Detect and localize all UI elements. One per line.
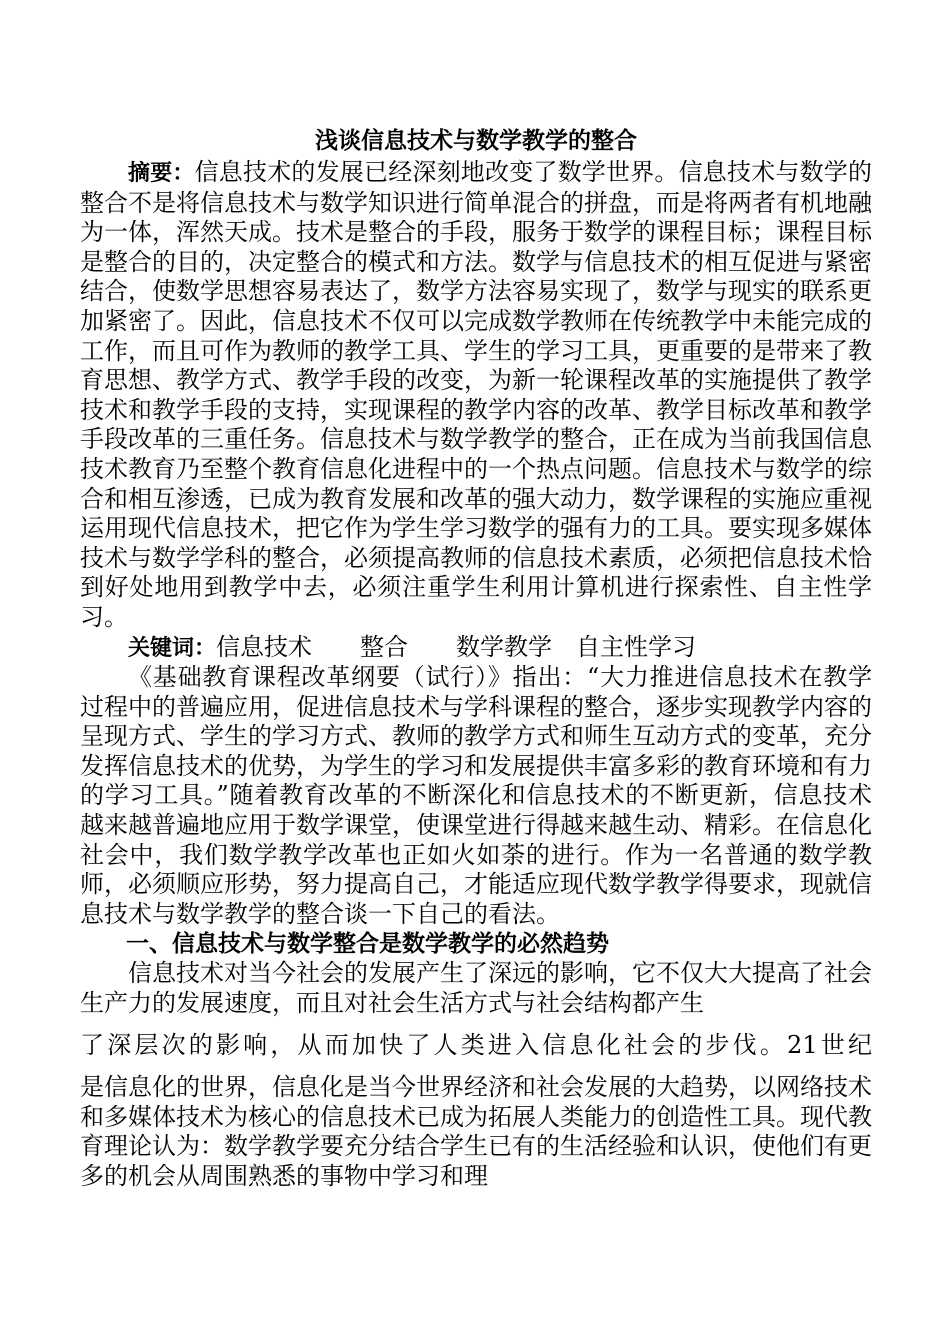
abstract-text: 信息技术的发展已经深刻地改变了数学世界。信息技术与数学的整合不是将信息技术与数学知识进行简单混合的拼盘，而是将两者有机地融为一体，浑然天成。技术是整合的手段，服务于数学的课程目标；课程目标是整合的目的，决定整合的模式和方法。数学与信息技术的相互促进与紧密结合，使数学思想容易表达了，数学方法容易实现了，数学与现实的联系更加紧密了。因此，信息技术不仅可以完成数学教师在传统教学中未能完成的工作，而且可作为教师的教学工具、学生的学习工具，更重要的是带来了教育思想、教学方式、教学手段的改变，为新一轮课程改革的实施提供了教学技术和教学手段的支持，实现课程的教学内容的改革、教学目标改革和教学手段改革的三重任务。信息技术与数学教学的整合，正在成为当前我国信息技术教育乃至整个教育信息化进程中的一个热点问题。信息技术与数学的综合和相互渗透，已成为教育发展和改革的强大动力，数学课程的实施应重视运用现代信息技术，把它作为学生学习数学的强有力的工具。要实现多媒体技术与数学学科的整合，必须提高教师的信息技术素质，必须把信息技术恰到好处地用到教学中去，必须注重学生利用计算机进行探索性、自主性学习。 — [80, 158, 872, 631]
document-title: 浅谈信息技术与数学教学的整合 — [315, 128, 637, 154]
section1-paragraph-part2: 了深层次的影响，从而加快了人类进入信息化社会的步伐。21世纪 — [80, 1030, 872, 1059]
section1-heading: 一、信息技术与数学整合是数学教学的必然趋势 — [126, 931, 609, 958]
document-page — [80, 124, 872, 1192]
abstract-paragraph — [80, 158, 872, 633]
section1-paragraph-part3: 是信息化的世界，信息化是当今世界经济和社会发展的大趋势，以网络技术和多媒体技术为核心的信息技术已成为拓展人类能力的创造性工具。现代教育理论认为：数学教学要充分结合学生已有的生活经验和认识，使他们有更多的机会从周围熟悉的事物中学习和理 — [80, 1073, 872, 1190]
abstract-label: 摘要： — [128, 161, 195, 186]
intro-paragraph: 《基础教育课程改革纲要（试行）》指出：“大力推进信息技术在教学过程中的普遍应用，促进信息技术与学科课程的整合，逐步实现教学内容的呈现方式、学生的学习方式、教师的教学方式和师生互动方式的变革，充分发挥信息技术的优势，为学生的学习和发展提供丰富多彩的教育环境和有力的学习工具。”随着教育改革的不断深化和信息技术的不断更新，信息技术越来越普遍地应用于数学课堂，使课堂进行得越来越生动、精彩。在信息化社会中，我们数学教学改革也正如火如荼的进行。作为一名普通的数学教师，必须顺应形势，努力提高自己，才能适应现代数学教学得要求，现就信息技术与数学教学的整合谈一下自己的看法。 — [80, 663, 872, 928]
keywords-line — [80, 633, 872, 664]
section1-paragraph-part1: 信息技术对当今社会的发展产生了深远的影响，它不仅大大提高了社会生产力的发展速度，而且对社会生活方式与社会结构都产生 — [80, 959, 872, 1018]
keywords-label: 关键词： — [128, 635, 217, 661]
keywords-text: 信息技术 整合 数学教学 自主性学习 — [216, 632, 697, 661]
